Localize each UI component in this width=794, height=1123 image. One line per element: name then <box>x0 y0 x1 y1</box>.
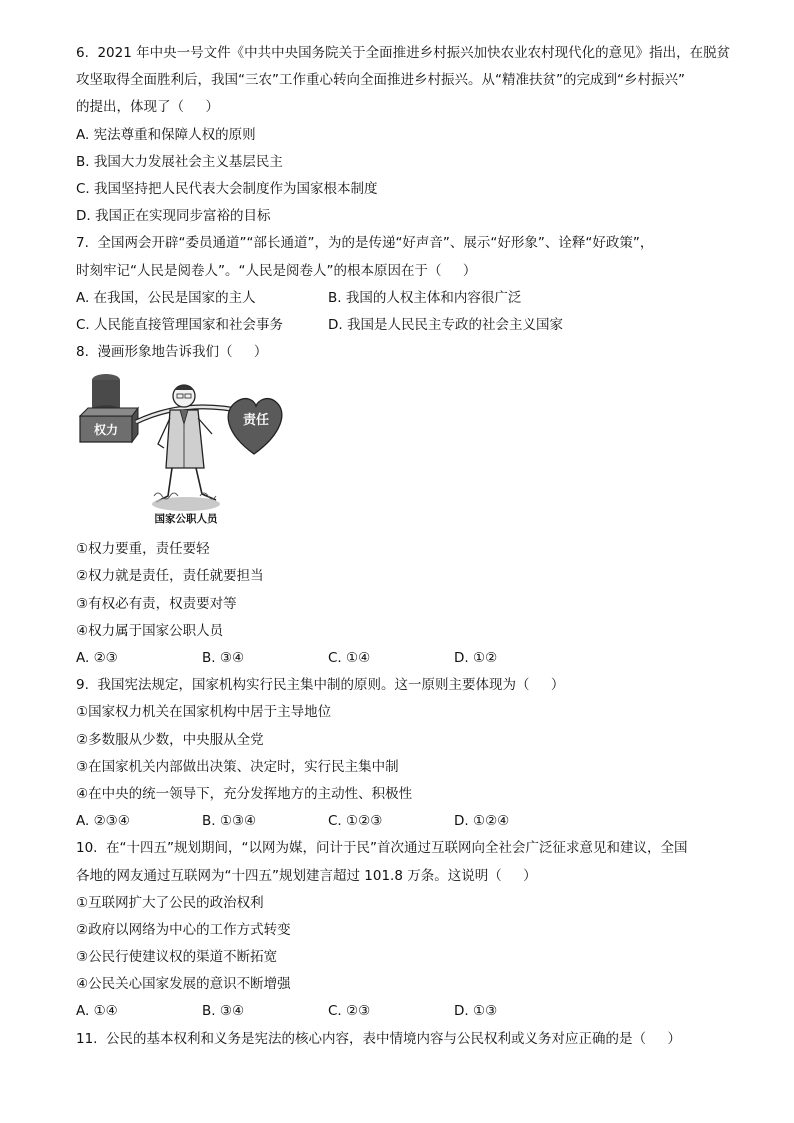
question-7-stem-line-2: 时刻牢记“人民是阅卷人”。“人民是阅卷人”的根本原因在于（ ） <box>76 262 477 279</box>
heart-label: 责任 <box>242 413 270 429</box>
question-7 <box>76 230 762 339</box>
question-10-stem-line-2: 各地的网友通过互联网为“十四五”规划建言超过 101.8 万条。这说明（ ） <box>76 867 537 884</box>
question-7-options-row-1 <box>76 285 762 312</box>
question-9-statement-2: ②多数服从少数，中央服从全党 <box>76 731 264 748</box>
question-6-option-d[interactable]: D. 我国正在实现同步富裕的目标 <box>76 208 271 225</box>
question-6-stem-line-2: 攻坚取得全面胜利后，我国“三农”工作重心转向全面推进乡村振兴。从“精准扶贫”的完成到“乡村振兴” <box>76 72 685 89</box>
question-9-option-a[interactable]: A. ②③④ <box>76 813 130 830</box>
question-10-option-b[interactable]: B. ③④ <box>202 1003 245 1020</box>
question-8-cartoon <box>76 368 762 528</box>
question-8-option-a[interactable]: A. ②③ <box>76 650 118 666</box>
question-9-statement-3: ③在国家机关内部做出决策、决定时，实行民主集中制 <box>76 758 399 775</box>
power-stamp-icon <box>80 374 138 442</box>
cartoon-caption: 国家公职人员 <box>154 513 218 526</box>
question-8-option-b[interactable]: B. ③④ <box>202 650 245 666</box>
question-11-stem-line-1: 11. 公民的基本权利和义务是宪法的核心内容，表中情境内容与公民权利或义务对应正确的是（ ） <box>76 1030 682 1047</box>
question-8-option-d[interactable]: D. ①② <box>454 650 498 666</box>
civil-servant-figure <box>152 385 220 511</box>
question-6-option-b[interactable]: B. 我国大力发展社会主义基层民主 <box>76 153 283 170</box>
question-6-option-a[interactable]: A. 宪法尊重和保障人权的原则 <box>76 126 256 143</box>
question-7-stem-line-1: 7. 全国两会开辟“委员通道”“部长通道”，为的是传递“好声音”、展示“好形象”、诠释“好政策”， <box>76 235 654 252</box>
cartoon-image <box>76 368 286 528</box>
question-10-option-d[interactable]: D. ①③ <box>454 1003 498 1020</box>
question-8-statement-1: ①权力要重，责任要轻 <box>76 541 210 558</box>
question-7-option-d[interactable]: D. 我国是人民民主专政的社会主义国家 <box>328 316 563 333</box>
exam-page <box>76 40 762 1053</box>
question-7-options-row-2 <box>76 312 762 339</box>
question-6 <box>76 40 762 230</box>
question-8-options <box>76 645 762 672</box>
question-9-option-c[interactable]: C. ①②③ <box>328 813 383 830</box>
question-9 <box>76 672 762 835</box>
question-10-statement-1: ①互联网扩大了公民的政治权利 <box>76 894 264 911</box>
question-8-statement-2: ②权力就是责任，责任就要担当 <box>76 568 264 585</box>
question-11 <box>76 1026 762 1053</box>
question-10 <box>76 835 762 1025</box>
question-9-options <box>76 808 762 835</box>
question-9-option-d[interactable]: D. ①②④ <box>454 813 510 830</box>
question-9-statement-1: ①国家权力机关在国家机构中居于主导地位 <box>76 704 332 721</box>
question-6-option-c[interactable]: C. 我国坚持把人民代表大会制度作为国家根本制度 <box>76 180 378 197</box>
question-10-stem-line-1: 10. 在“十四五”规划期间，“以网为媒，问计于民”首次通过互联网向全社会广泛征求意见和建议，全国 <box>76 840 688 857</box>
question-6-stem-line-3: 的提出，体现了（ ） <box>76 99 219 116</box>
question-7-option-b[interactable]: B. 我国的人权主体和内容很广泛 <box>328 289 522 306</box>
question-8 <box>76 339 762 672</box>
question-10-statement-3: ③公民行使建议权的渠道不断拓宽 <box>76 949 278 966</box>
question-10-option-a[interactable]: A. ①④ <box>76 1003 118 1020</box>
responsibility-heart-icon <box>228 399 282 454</box>
question-7-option-c[interactable]: C. 人民能直接管理国家和社会事务 <box>76 316 284 333</box>
question-6-stem-line-1: 6. 2021 年中央一号文件《中共中央国务院关于全面推进乡村振兴加快农业农村现代化的意见》指出，在脱贫 <box>76 45 731 61</box>
question-10-options <box>76 998 762 1025</box>
question-8-statement-3: ③有权必有责，权责要对等 <box>76 595 237 612</box>
question-10-statement-4: ④公民关心国家发展的意识不断增强 <box>76 976 291 993</box>
question-9-stem-line-1: 9. 我国宪法规定，国家机构实行民主集中制的原则。这一原则主要体现为（ ） <box>76 677 565 694</box>
question-9-option-b[interactable]: B. ①③④ <box>202 813 257 830</box>
stamp-label: 权力 <box>93 423 119 438</box>
question-8-statement-4: ④权力属于国家公职人员 <box>76 622 224 639</box>
question-10-statement-2: ②政府以网络为中心的工作方式转变 <box>76 921 291 938</box>
question-9-statement-4: ④在中央的统一领导下，充分发挥地方的主动性、积极性 <box>76 785 413 802</box>
question-8-option-c[interactable]: C. ①④ <box>328 650 371 666</box>
question-8-stem-line-1: 8. 漫画形象地告诉我们（ ） <box>76 344 268 361</box>
question-10-option-c[interactable]: C. ②③ <box>328 1003 371 1020</box>
question-7-option-a[interactable]: A. 在我国，公民是国家的主人 <box>76 289 256 306</box>
